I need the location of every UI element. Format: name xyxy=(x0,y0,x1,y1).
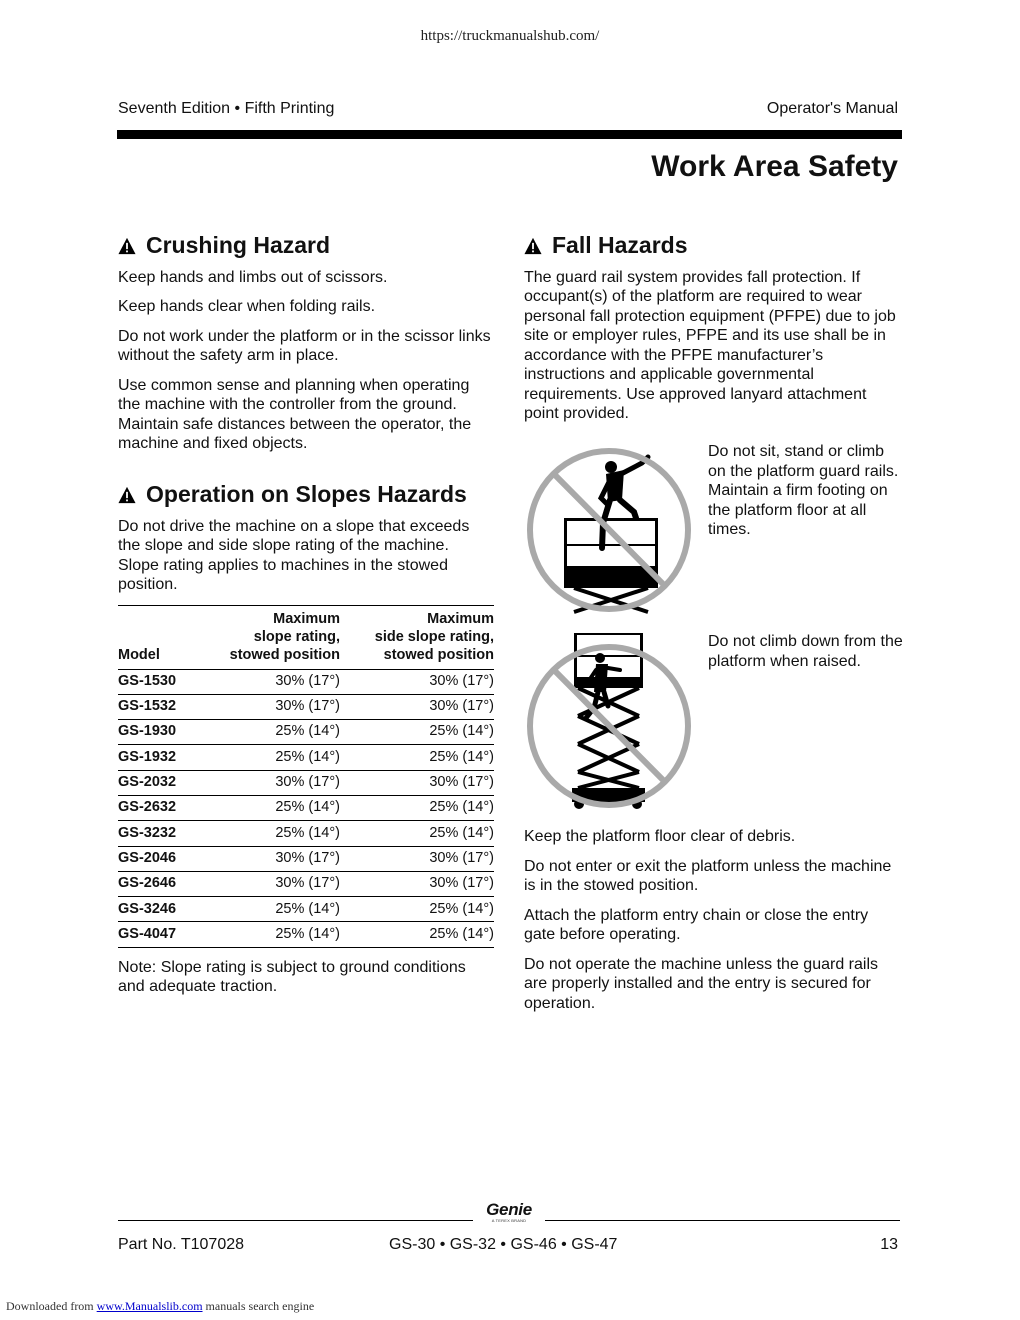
fall-intro: The guard rail system provides fall protection. If occupant(s) of the platform are required to wear personal fall protection equipment (PFPE) due to job site or employer rules, PFPE and its use shall be in accordance with the PFPE manufacturer’s instructions and applicable governmental requirements. Use approved lanyard attachment point provided. xyxy=(524,268,896,422)
table-header-row xyxy=(118,605,494,669)
table-row xyxy=(118,871,494,896)
crushing-heading-text: Crushing Hazard xyxy=(146,232,331,258)
manualslib-link[interactable]: www.Manualslib.com xyxy=(96,1299,203,1313)
model-list: GS-30 • GS-32 • GS-46 • GS-47 xyxy=(389,1236,618,1253)
crushing-para: Keep hands clear when folding rails. xyxy=(118,298,376,315)
model-cell: GS-3232 xyxy=(118,821,218,846)
slope-cell: 25% (14°) xyxy=(218,922,340,947)
page-title: Work Area Safety xyxy=(651,150,898,183)
slope-cell: 25% (14°) xyxy=(218,897,340,922)
header-line: stowed position xyxy=(229,646,340,663)
left-column xyxy=(118,232,494,464)
model-cell: GS-2646 xyxy=(118,871,218,896)
download-prefix: Downloaded from xyxy=(6,1299,94,1313)
table-row xyxy=(118,795,494,820)
side-slope-cell: 25% (14°) xyxy=(340,745,494,770)
slopes-intro: Do not drive the machine on a slope that exceeds the slope and side slope rating of the machine. Slope rating applies to machines in the stowed position. xyxy=(118,517,470,593)
model-cell: GS-4047 xyxy=(118,922,218,947)
fall-para: Keep the platform floor clear of debris. xyxy=(524,828,796,845)
model-cell: GS-1932 xyxy=(118,745,218,770)
header-line: stowed position xyxy=(383,646,494,663)
fall-heading-text: Fall Hazards xyxy=(552,232,688,258)
slope-table xyxy=(118,605,494,948)
table-body xyxy=(118,669,494,947)
table-row xyxy=(118,770,494,795)
warning-icon xyxy=(118,486,136,504)
fall-rules xyxy=(524,827,900,1023)
header-line: slope rating, xyxy=(253,628,340,645)
side-slope-cell: 30% (17°) xyxy=(340,694,494,719)
slope-cell: 30% (17°) xyxy=(218,871,340,896)
source-url: https://truckmanualshub.com/ xyxy=(420,28,600,44)
header-line: Maximum xyxy=(427,610,494,627)
side-slope-cell: 25% (14°) xyxy=(340,720,494,745)
slopes-heading xyxy=(118,481,494,507)
side-slope-cell: 30% (17°) xyxy=(340,770,494,795)
download-suffix: manuals search engine xyxy=(205,1299,315,1313)
slope-cell: 25% (14°) xyxy=(218,745,340,770)
slopes-section xyxy=(118,481,494,1007)
header-line: side slope rating, xyxy=(374,628,494,645)
model-cell: GS-1532 xyxy=(118,694,218,719)
col-header-slope xyxy=(218,605,340,669)
header-rule xyxy=(117,130,902,139)
table-row xyxy=(118,720,494,745)
header-line: Maximum xyxy=(273,610,340,627)
crushing-para: Use common sense and planning when operating the machine with the controller from the ground. Maintain safe distances between the operator, the machine and fixed objects. xyxy=(118,376,472,452)
warning-icon xyxy=(524,237,542,255)
footer-rule-left xyxy=(118,1220,473,1221)
table-row xyxy=(118,821,494,846)
manual-label: Operator's Manual xyxy=(766,100,898,117)
fall-para: Do not enter or exit the platform unless the machine is in the stowed position. xyxy=(524,857,892,894)
model-cell: GS-2032 xyxy=(118,770,218,795)
fig1-caption: Do not sit, stand or climb on the platform guard rails. Maintain a firm footing on the platform floor at all times. xyxy=(708,443,899,538)
table-row xyxy=(118,694,494,719)
slope-cell: 30% (17°) xyxy=(218,669,340,694)
no-climbing-down-illustration xyxy=(524,630,696,812)
model-cell: GS-3246 xyxy=(118,897,218,922)
warning-icon xyxy=(118,237,136,255)
col-header-side-slope xyxy=(340,605,494,669)
fall-heading xyxy=(524,232,900,258)
no-climbing-rails-illustration xyxy=(524,440,696,615)
fall-section xyxy=(524,232,900,434)
model-cell: GS-2046 xyxy=(118,846,218,871)
fig2-caption: Do not climb down from the platform when raised. xyxy=(708,633,903,670)
slope-cell: 25% (14°) xyxy=(218,720,340,745)
table-row xyxy=(118,846,494,871)
logo-brand: Genie xyxy=(486,1200,532,1219)
slope-cell: 30% (17°) xyxy=(218,770,340,795)
col-header-model xyxy=(118,605,218,669)
slope-cell: 30% (17°) xyxy=(218,846,340,871)
page-number: 13 xyxy=(880,1236,898,1253)
slope-cell: 25% (14°) xyxy=(218,795,340,820)
table-row xyxy=(118,897,494,922)
side-slope-cell: 30% (17°) xyxy=(340,669,494,694)
slope-note: Note: Slope rating is subject to ground conditions and adequate traction. xyxy=(118,958,466,996)
crushing-para: Keep hands and limbs out of scissors. xyxy=(118,268,388,286)
crushing-heading xyxy=(118,232,494,258)
side-slope-cell: 25% (14°) xyxy=(340,922,494,947)
fall-para: Do not operate the machine unless the guard rails are properly installed and the entry is secured for operation. xyxy=(524,955,878,1012)
header-line: Model xyxy=(118,646,160,663)
fall-para: Attach the platform entry chain or close the entry gate before operating. xyxy=(524,906,869,943)
footer-rule-right xyxy=(545,1220,900,1221)
download-notice xyxy=(6,1299,314,1314)
model-cell: GS-1930 xyxy=(118,720,218,745)
part-number: Part No. T107028 xyxy=(118,1236,245,1253)
table-row xyxy=(118,669,494,694)
logo-tagline: A TEREX BRAND xyxy=(491,1218,527,1223)
model-cell: GS-2632 xyxy=(118,795,218,820)
slopes-heading-text: Operation on Slopes Hazards xyxy=(146,481,467,507)
slope-cell: 25% (14°) xyxy=(218,821,340,846)
side-slope-cell: 30% (17°) xyxy=(340,871,494,896)
crushing-para: Do not work under the platform or in the scissor links without the safety arm in place. xyxy=(118,327,491,364)
table-row xyxy=(118,745,494,770)
slope-cell: 30% (17°) xyxy=(218,694,340,719)
side-slope-cell: 25% (14°) xyxy=(340,821,494,846)
edition-label: Seventh Edition • Fifth Printing xyxy=(118,100,335,117)
table-row xyxy=(118,922,494,947)
side-slope-cell: 30% (17°) xyxy=(340,846,494,871)
genie-logo xyxy=(477,1201,541,1223)
model-cell: GS-1530 xyxy=(118,669,218,694)
side-slope-cell: 25% (14°) xyxy=(340,795,494,820)
side-slope-cell: 25% (14°) xyxy=(340,897,494,922)
